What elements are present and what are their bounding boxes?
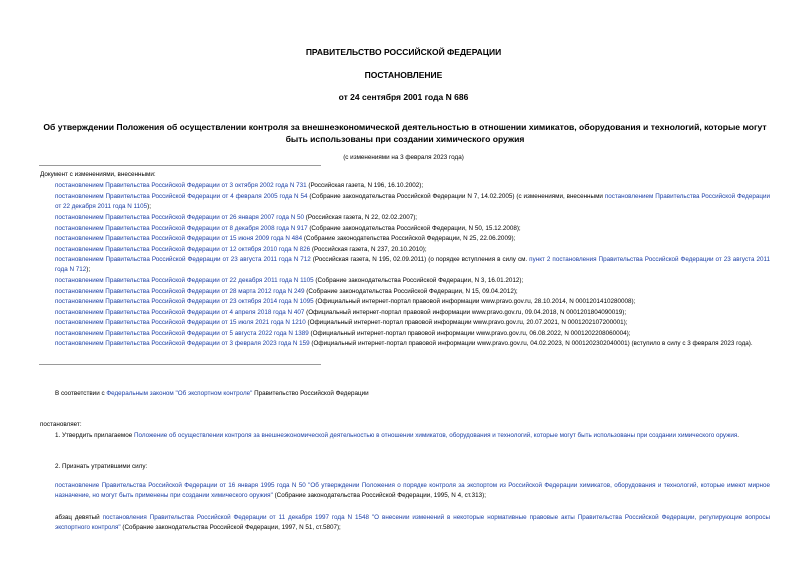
change-item: постановлением Правительства Российской Федерации от 3 февраля 2023 года N 159 (Официальный интернет-портал правовой информации www.pravo.gov.ru, 04.02.2023, N 0001202302040001) (вступило в силу с 3 февраля 2023 года).	[55, 340, 753, 347]
law-link[interactable]: Федеральным законом "Об экспортном контроле"	[106, 390, 253, 397]
bottom-divider	[39, 364, 321, 365]
top-divider	[39, 165, 321, 166]
change-link[interactable]: постановлением Правительства Российской Федерации от 3 октября 2002 года N 731	[55, 182, 307, 189]
change-link[interactable]: постановлением Правительства Российской Федерации от 3 февраля 2023 года N 159	[55, 340, 310, 347]
change-item: постановлением Правительства Российской Федерации от 5 августа 2022 года N 1389 (Официальный интернет-портал правовой информации www.pravo.gov.ru, 06.08.2022, N 0001202208060004);	[55, 330, 631, 337]
change-link[interactable]: постановлением Правительства Российской Федерации от 8 декабря 2008 года N 917	[55, 225, 308, 232]
preamble: В соответствии с Федеральным законом "Об экспортном контроле" Правительство Российской Федерации	[55, 390, 369, 397]
change-item: постановлением Правительства Российской Федерации от 23 августа 2011 года N 712 (Российская газета, N 195, 02.09.2011) (о порядке вступления в силу см. пункт 2 постановления Правительства Российской Федерации от 23 августа 2011 года N 712);	[55, 256, 770, 273]
change-item: постановлением Правительства Российской Федерации от 26 января 2007 года N 50 (Российская газета, N 22, 02.02.2007);	[55, 214, 418, 221]
change-link[interactable]: постановлением Правительства Российской Федерации от 22 декабря 2011 года N 1105	[55, 193, 770, 210]
document-date: от 24 сентября 2001 года N 686	[338, 92, 469, 102]
decides-label: постановляет:	[40, 421, 82, 428]
change-item: постановлением Правительства Российской Федерации от 23 октября 2014 года N 1095 (Официальный интернет-портал правовой информации www.pravo.gov.ru, 28.10.2014, N 0001201410280008);	[55, 298, 636, 305]
change-item: постановлением Правительства Российской Федерации от 15 июня 2009 года N 484 (Собрание законодательства Российской Федерации, N 25, 22.06.2009);	[55, 235, 516, 242]
document-title: Об утверждении Положения об осуществлении контроля за внешнеэкономической деятельностью в отношении химикатов, оборудования и технологий, которые могут быть использованы при создании химического оружия	[43, 122, 767, 144]
paragraph-2a: постановление Правительства Российской Федерации от 16 января 1995 года N 50 "Об утверждении Положения о порядке контроля за экспортом из Российской Федерации химикатов, оборудования и технологий, которые имеют мирное назначение, но могут быть применены при создании химического оружия" (Собрание законодательства Российской Федерации, 1995, N 4, ст.313);	[55, 482, 770, 499]
change-link[interactable]: постановлением Правительства Российской Федерации от 15 июня 2009 года N 484	[55, 235, 303, 242]
change-link[interactable]: постановлением Правительства Российской Федерации от 12 октября 2010 года N 826	[55, 246, 311, 253]
repealed-act-link[interactable]: постановление Правительства Российской Федерации от 16 января 1995 года N 50 "Об утверждении Положения о порядке контроля за экспортом из Российской Федерации химикатов, оборудования и технологий, которые имеют мирное назначение, но могут быть применены при создании химического оружия"	[55, 482, 770, 499]
change-item: постановлением Правительства Российской Федерации от 4 февраля 2005 года N 54 (Собрание законодательства Российской Федерации N 7, 14.02.2005) (с изменениями, внесенными постановлением Правительства Российской Федерации от 22 декабря 2011 года N 1105);	[55, 193, 770, 210]
document-type: ПОСТАНОВЛЕНИЕ	[364, 70, 443, 80]
change-link[interactable]: постановлением Правительства Российской Федерации от 15 июля 2021 года N 1210	[55, 319, 306, 326]
change-link[interactable]: постановлением Правительства Российской Федерации от 4 февраля 2005 года N 54	[55, 193, 308, 200]
revision-note: (с изменениями на 3 февраля 2023 года)	[343, 154, 464, 161]
change-link[interactable]: постановлением Правительства Российской Федерации от 23 октября 2014 года N 1095	[55, 298, 314, 305]
change-link[interactable]: постановлением Правительства Российской Федерации от 26 января 2007 года N 50	[55, 214, 305, 221]
change-item: постановлением Правительства Российской Федерации от 28 марта 2012 года N 249 (Собрание законодательства Российской Федерации, N 15, 09.04.2012);	[55, 288, 518, 295]
paragraph-2: 2. Признать утратившими силу:	[55, 463, 148, 470]
amending-act-link[interactable]: постановления Правительства Российской Федерации от 11 декабря 1997 года N 1548 "О внесении изменений в некоторые нормативные правовые акты Правительства Российской Федерации, регулирующие вопросы экспортного контроля"	[55, 514, 770, 531]
change-item: постановлением Правительства Российской Федерации от 8 декабря 2008 года N 917 (Собрание законодательства Российской Федерации, N 50, 15.12.2008);	[55, 225, 521, 232]
change-link[interactable]: постановлением Правительства Российской Федерации от 23 августа 2011 года N 712	[55, 256, 311, 263]
change-item: постановлением Правительства Российской Федерации от 3 октября 2002 года N 731 (Российская газета, N 196, 16.10.2002);	[55, 182, 424, 189]
change-item: постановлением Правительства Российской Федерации от 22 декабря 2011 года N 1105 (Собрание законодательства Российской Федерации, N 3, 16.01.2012);	[55, 277, 524, 284]
change-link[interactable]: пункт 2 постановления Правительства Российской Федерации от 23 августа 2011 года N 712	[55, 256, 770, 273]
change-item: постановлением Правительства Российской Федерации от 15 июля 2021 года N 1210 (Официальный интернет-портал правовой информации www.pravo.gov.ru, 20.07.2021, N 0001202107200001);	[55, 319, 628, 326]
change-link[interactable]: постановлением Правительства Российской Федерации от 5 августа 2022 года N 1389	[55, 330, 309, 337]
changes-intro: Документ с изменениями, внесенными:	[40, 171, 156, 178]
change-link[interactable]: постановлением Правительства Российской Федерации от 22 декабря 2011 года N 1105	[55, 277, 314, 284]
change-link[interactable]: постановлением Правительства Российской Федерации от 4 апреля 2018 года N 407	[55, 309, 305, 316]
regulation-link[interactable]: Положение об осуществлении контроля за внешнеэкономической деятельностью в отношении химикатов, оборудования и технологий, которые могут быть использованы при создании химического оружия	[133, 432, 738, 439]
paragraph-2b: абзац девятый постановления Правительства Российской Федерации от 11 декабря 1997 года N 1548 "О внесении изменений в некоторые нормативные правовые акты Правительства Российской Федерации, регулирующие вопросы экспортного контроля" (Собрание законодательства Российской Федерации, 1997, N 51, ст.5807);	[55, 514, 770, 531]
change-item: постановлением Правительства Российской Федерации от 12 октября 2010 года N 826 (Российская газета, N 237, 20.10.2010);	[55, 246, 427, 253]
paragraph-1: 1. Утвердить прилагаемое Положение об осуществлении контроля за внешнеэкономической деятельностью в отношении химикатов, оборудования и технологий, которые могут быть использованы при создании химического оружия.	[55, 432, 740, 439]
change-link[interactable]: постановлением Правительства Российской Федерации от 28 марта 2012 года N 249	[55, 288, 305, 295]
issuer-heading: ПРАВИТЕЛЬСТВО РОССИЙСКОЙ ФЕДЕРАЦИИ	[305, 47, 502, 57]
change-item: постановлением Правительства Российской Федерации от 4 апреля 2018 года N 407 (Официальный интернет-портал правовой информации www.pravo.gov.ru, 09.04.2018, N 0001201804090019);	[55, 309, 627, 316]
